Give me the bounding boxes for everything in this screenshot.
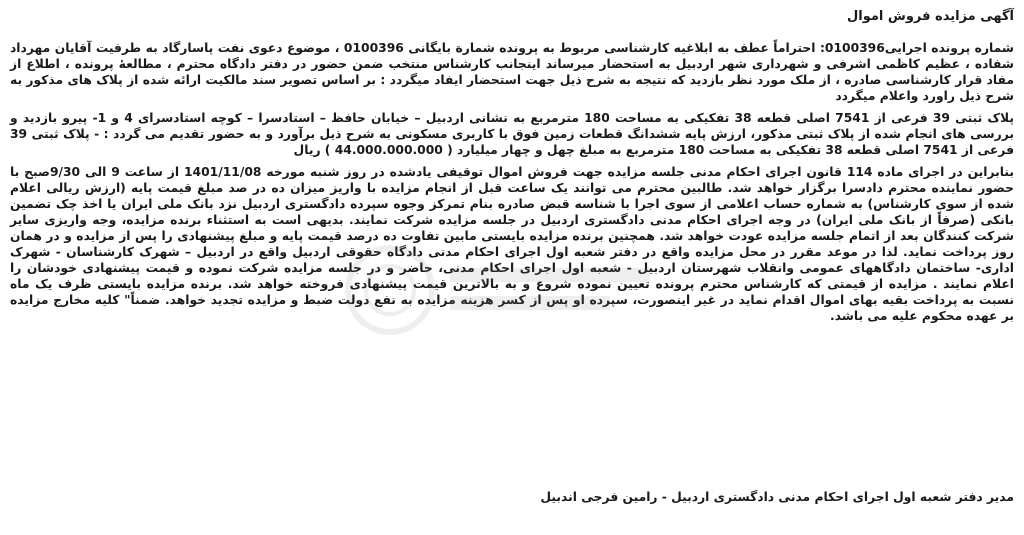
paragraph-property-details: پلاک ثبتی 39 فرعی از 7541 اصلی قطعه 38 تفکیکی به مساحت 180 مترمربع به نشانی اردبیل – خیابان حافظ – استادسرا – کوچه استادسرای 4 و 1- پیرو بازدید و بررسی های انجام شده از پلاک ثبتی مذکور، ارزش پایه ششدانگ قطعات زمین فوق با کاربری مسکونی به شرح ذیل برآورد و به حضور تقدیم می گردد : - پلاک ثبتی 39 فرعی از 7541 اصلی قطعه 38 تفکیکی به مساحت 180 مترمربع به مبلغ چهل و چهار میلیارد ( 44.000.000.000 ) ریال <box>10 111 1014 157</box>
paragraph-case-intro: شماره پرونده اجرایی0100396: احتراماً عطف به ابلاغیه کارشناسی مربوط به پرونده شمارة بایگانی 0100396 ، موضوع دعوی نفت پاسارگاد به طرفیت آقایان مهرداد شفاده ، عظیم کاظمی اشرفی و شهرداری شهر اردبیل به استحضار میرساند اینجانب کارشناس منتخب ضمن حضور در دفتر دادگاه محترم ، مطالعهٔ پرونده ، اطلاع از مفاد قرار کارشناسی صادره ، از ملک مورد نظر بازدید که نتیجه به شرح ذیل جهت استحضار ایفاد میگردد : بر اساس تصویر سند مالکیت ارائه شده از پلاک های مذکور به شرح ذیل راورد واعلام میگردد <box>10 41 1014 103</box>
notice-title: آگهی مزایده فروش اموال <box>847 9 1014 24</box>
signature-line: مدیر دفتر شعبه اول اجرای احکام مدنی دادگستری اردبیل - رامین فرجی اندبیل <box>540 490 1014 504</box>
paragraph-auction-terms: بنابراین در اجرای ماده 114 قانون اجرای احکام مدنی جلسه مزایده جهت فروش اموال توقیفی یادشده در روز شنبه مورخه 1401/11/08 از ساعت 9 الی 9/30صبح با حضور نماینده محترم دادسرا برگزار خواهد شد. طالبین محترم می توانند یک ساعت قبل از انجام مزایده با واریز میزان ده در صد مبلغ قیمت پایه (ارزش ریالی اعلام شده از سوی کارشناس) به شماره حساب اعلامی از سوی اجرا با شناسه قبض صادره بنام تمرکز وجوه سپرده دادگستری اردبیل نزد بانک ملی ایران یا اخذ چک تضمین بانکی (صرفاً از بانک ملی ایران) در وجه اجرای احکام مدنی دادگستری اردبیل در جلسه مزایده شرکت نمایند. بدیهی است به استثناء برنده مزایده، وجه واریزی سایر شرکت کنندگان بعد از اتمام جلسه مزایده عودت خواهد شد. همچنین برنده مزایده بایستی مابین تفاوت ده درصد قیمت پایه و مبلغ پیشنهادی را پس از مزایده و در همان روز پرداخت نماید. لذا در موعد مقرر در محل مزایده واقع در دفتر شعبه اول اجرای احکام مدنی دادگاه حقوقی اردبیل واقع در اردبیل – شهرک کارشناسان - شهرک اداری- ساختمان دادگاههای عمومی وانقلاب شهرستان اردبیل - شعبه اول اجرای احکام مدنی، حاضر و در جلسه مزایده شرکت نموده و قیمت پیشنهادی خودشان را اعلام نمایند . مزایده از قیمتی که کارشناس محترم پرونده تعیین نموده شروع و به بالاترین قیمت پیشنهادی فروخته خواهد شد. برنده مزایده بایستی ظرف یک ماه نسبت به پرداخت بقیه بهای اموال اقدام نماید در غیر اینصورت، سپرده او پس از کسر هزینه مزایده به نفع دولت ضبط و مزایده تجدید خواهد. ضمناً" کلیه مخارج مزایده بر عهده محکوم علیه می باشد. <box>10 165 1015 323</box>
